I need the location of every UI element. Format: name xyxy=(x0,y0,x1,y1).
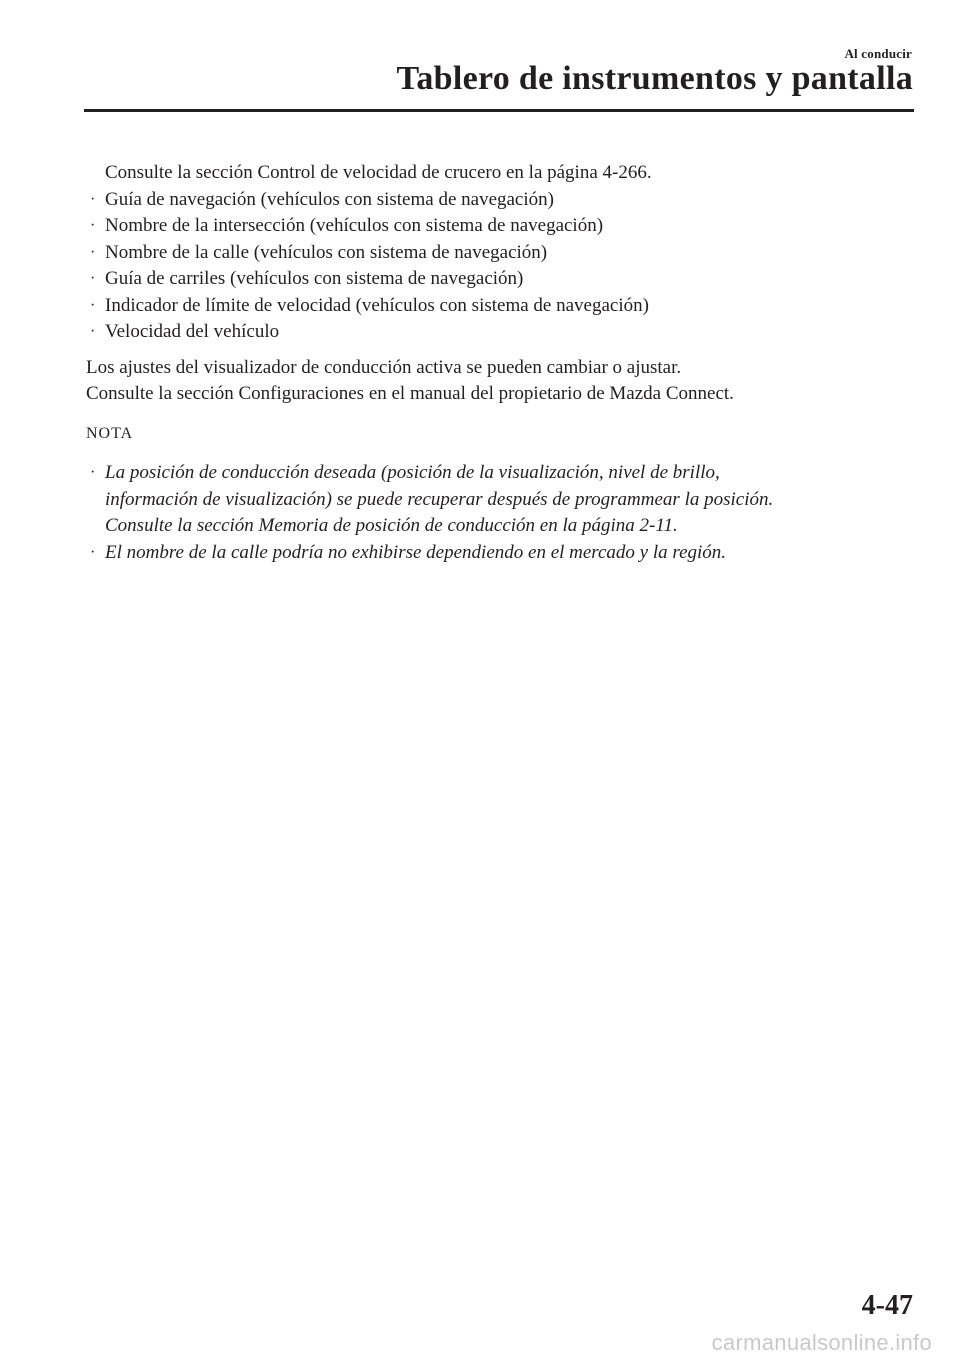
bullet-icon: · xyxy=(90,323,96,340)
header-divider xyxy=(84,109,914,112)
main-content xyxy=(86,160,916,566)
page-number: 4-47 xyxy=(861,1290,913,1321)
bullet-icon: · xyxy=(90,217,96,234)
list-item-text: Nombre de la intersección (vehículos con sistema de navegación) xyxy=(105,215,604,236)
list-item-text: Indicador de límite de velocidad (vehículos con sistema de navegación) xyxy=(105,294,649,316)
list-item-text: Guía de carriles (vehículos con sistema de navegación) xyxy=(105,268,524,289)
bullet-icon: · xyxy=(90,296,96,314)
note-line: Consulte la sección Memoria de posición de conducción en la página 2-11. xyxy=(105,515,678,536)
list-item xyxy=(86,266,916,293)
bullet-icon: · xyxy=(90,464,96,481)
list-item xyxy=(86,240,916,267)
page-title: Tablero de instrumentos y pantalla xyxy=(396,60,913,97)
list-item-text: Guía de navegación (vehículos con sistema de navegación) xyxy=(105,188,554,210)
paragraph-line: Los ajustes del visualizador de conducción activa se pueden cambiar o ajustar. xyxy=(86,356,682,378)
settings-paragraph xyxy=(86,355,916,408)
paragraph-line: Consulte la sección Configuraciones en el manual del propietario de Mazda Connect. xyxy=(86,383,734,404)
list-item-text: Nombre de la calle (vehículos con sistema de navegación) xyxy=(105,241,548,263)
bullet-icon: · xyxy=(90,270,96,287)
list-item xyxy=(86,213,916,240)
feature-bullet-list xyxy=(86,187,916,346)
bullet-icon: · xyxy=(90,190,96,208)
list-item xyxy=(86,319,916,346)
bullet-icon: · xyxy=(90,243,96,261)
header-section-label: Al conducir xyxy=(844,46,912,61)
list-item xyxy=(86,293,916,320)
note-item xyxy=(86,460,916,540)
notes-list xyxy=(86,460,916,566)
note-line: información de visualización) se puede recuperar después de programmear la posición. xyxy=(105,488,774,510)
bullet-icon: · xyxy=(90,543,96,561)
note-line: La posición de conducción deseada (posición de la visualización, nivel de brillo, xyxy=(105,462,720,483)
continuation-text: Consulte la sección Control de velocidad de crucero en la página 4-266. xyxy=(105,162,652,183)
watermark: carmanualsonline.info xyxy=(711,1330,932,1355)
list-item xyxy=(86,187,916,214)
nota-label: NOTA xyxy=(86,424,134,442)
list-item-text: Velocidad del vehículo xyxy=(105,321,280,342)
note-line: El nombre de la calle podría no exhibirse dependiendo en el mercado y la región. xyxy=(105,541,727,563)
note-item xyxy=(86,540,916,567)
